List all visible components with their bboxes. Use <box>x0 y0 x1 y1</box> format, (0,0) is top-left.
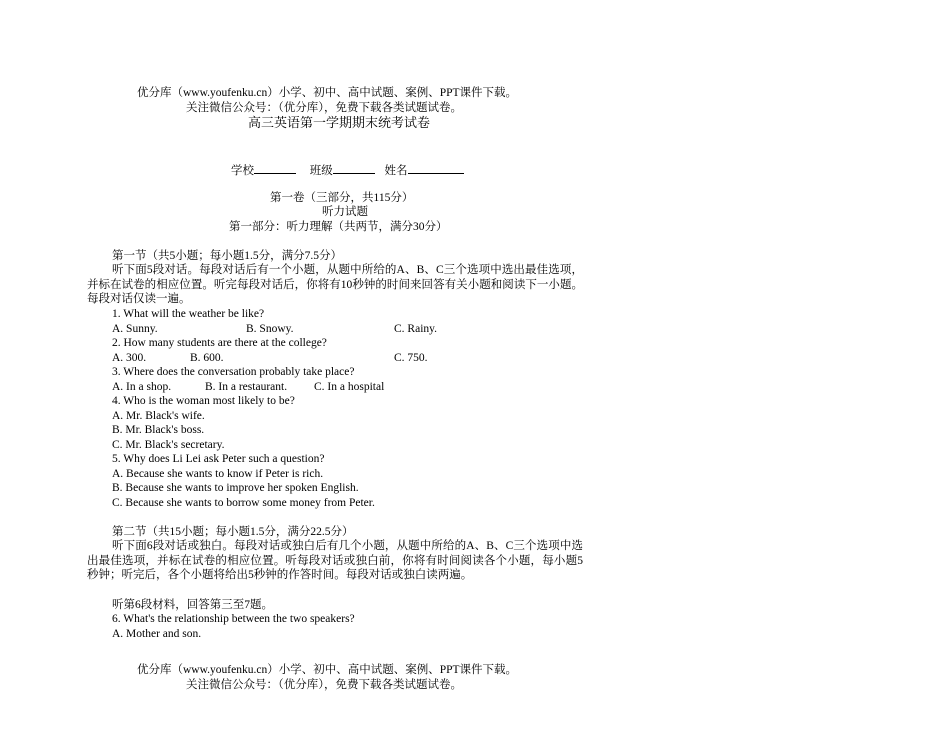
q3-option-b: B. In a restaurant. <box>205 381 288 393</box>
footer-line-2: 关注微信公众号：（优分库），免费下载各类试题试卷。 <box>186 679 462 691</box>
question-4: 4. Who is the woman most likely to be? <box>112 395 295 407</box>
question-2: 2. How many students are there at the college? <box>112 337 327 349</box>
q5-option-a: A. Because she wants to know if Peter is rich. <box>112 468 324 480</box>
question-3: 3. Where does the conversation probably take place? <box>112 366 355 378</box>
exam-title: 高三英语第一学期期末统考试卷 <box>248 115 431 130</box>
section1-heading: 第一节（共5小题；每小题1.5分，满分7.5分） <box>112 250 342 262</box>
header-line-1: 优分库（www.youfenku.cn）小学、初中、高中试题、案例、PPT课件下载。 <box>137 87 518 99</box>
class-blank <box>333 162 375 174</box>
q3-option-c: C. In a hospital <box>314 381 385 393</box>
header-line-2: 关注微信公众号：（优分库），免费下载各类试题试卷。 <box>186 102 462 114</box>
school-blank <box>254 162 296 174</box>
footer-line-1: 优分库（www.youfenku.cn）小学、初中、高中试题、案例、PPT课件下载。 <box>137 664 518 676</box>
listening-heading: 听力试题 <box>322 206 368 218</box>
section2-instruction: 听第6段材料，回答第三至7题。 <box>112 599 273 611</box>
class-label: 班级 <box>309 165 333 177</box>
q6-option-a: A. Mother and son. <box>112 628 202 640</box>
q5-option-b: B. Because she wants to improve her spoken English. <box>112 482 359 494</box>
name-blank <box>408 162 464 174</box>
q4-option-a: A. Mr. Black's wife. <box>112 410 205 422</box>
q3-option-a: A. In a shop. <box>112 381 172 393</box>
part1-heading: 第一部分：听力理解（共两节，满分30分） <box>229 221 448 233</box>
q2-option-c: C. 750. <box>394 352 428 364</box>
q5-option-c: C. Because she wants to borrow some money from Peter. <box>112 497 375 509</box>
section1-intro: 听下面5段对话。每段对话后有一个小题，从题中所给的A、B、C三个选项中选出最佳选项，并标在试卷的相应位置。听完每段对话后，你将有10秒钟的时间来回答有关小题和阅读下一小题。每段对话仅读一遍。 <box>87 264 583 306</box>
q1-option-c: C. Rainy. <box>394 323 438 335</box>
school-label: 学校 <box>231 165 254 177</box>
question-6: 6. What's the relationship between the two speakers? <box>112 613 355 625</box>
q1-option-b: B. Snowy. <box>246 323 294 335</box>
q2-option-a: A. 300. <box>112 352 147 364</box>
section2-intro: 听下面6段对话或独白。每段对话或独白后有几个小题，从题中所给的A、B、C三个选项中选出最佳选项，并标在试卷的相应位置。听每段对话或独白前，你将有时间阅读各个小题，每小题5秒钟；听完后，各个小题将给出5秒钟的作答时间。每段对话或独白读两遍。 <box>87 540 583 582</box>
student-info-line <box>231 162 464 179</box>
q2-option-b: B. 600. <box>190 352 224 364</box>
volume-heading: 第一卷（三部分，共115分） <box>270 192 414 204</box>
q1-option-a: A. Sunny. <box>112 323 158 335</box>
section2-heading: 第二节（共15小题；每小题1.5分，满分22.5分） <box>112 526 354 538</box>
q4-option-c: C. Mr. Black's secretary. <box>112 439 225 451</box>
name-label: 姓名 <box>384 165 408 177</box>
question-5: 5. Why does Li Lei ask Peter such a question? <box>112 453 325 465</box>
q4-option-b: B. Mr. Black's boss. <box>112 424 205 436</box>
question-1: 1. What will the weather be like? <box>112 308 265 320</box>
